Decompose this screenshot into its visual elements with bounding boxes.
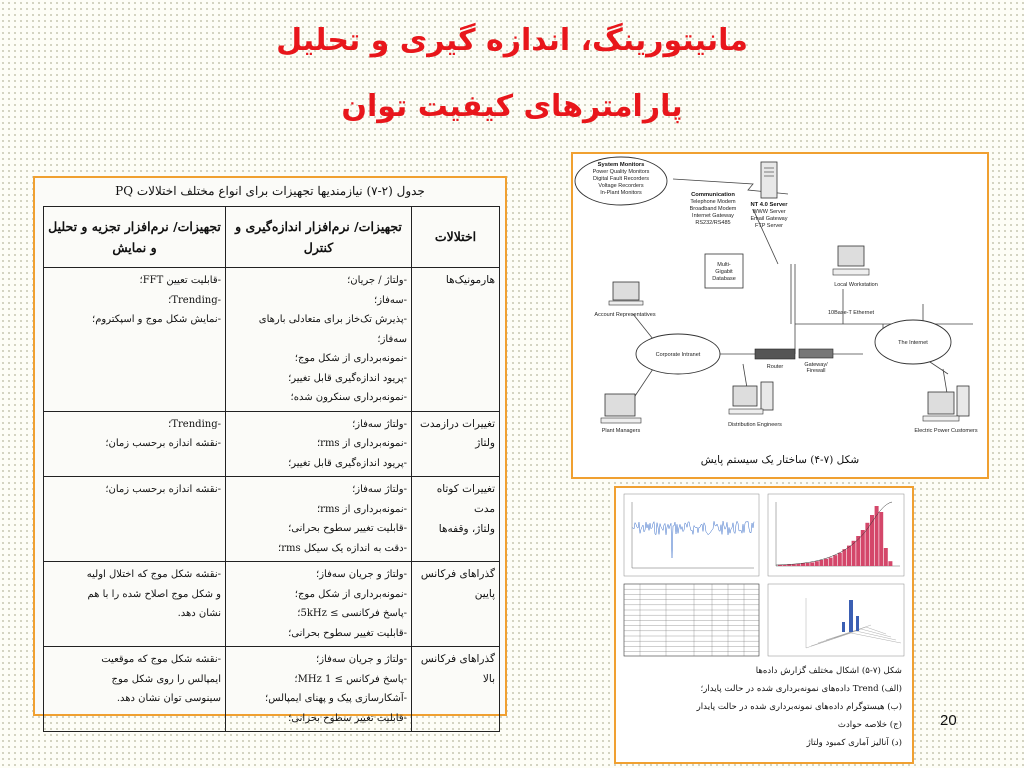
- svg-text:Broadband Modem: Broadband Modem: [689, 206, 737, 212]
- cell-analysis: [44, 411, 226, 477]
- report-caption-item-d: (د) آنالیز آماری کمبود ولتاژ: [806, 738, 902, 748]
- cell-line: هارمونیک‌ها: [445, 274, 495, 286]
- svg-text:Power Quality Monitors: Power Quality Monitors: [592, 169, 650, 175]
- svg-text:Email Gateway: Email Gateway: [750, 216, 788, 222]
- cell-line: -سه‌فاز؛: [374, 294, 407, 306]
- histogram-bar: [847, 546, 851, 566]
- cell-line: -دقت به اندازه یک سیکل rms؛: [278, 542, 407, 554]
- local-workstation-icon: [833, 246, 878, 288]
- cell-line: -قابلیت تغییر سطوح بحرانی؛: [288, 523, 407, 534]
- report-caption-item-b: (ب) هیستوگرام داده‌های نمونه‌برداری شده در حالت پایدار: [696, 702, 902, 712]
- histogram-bar: [838, 553, 842, 566]
- page-number: 20: [940, 712, 957, 729]
- cell-line: -Trending؛: [168, 418, 221, 430]
- cell-line: -نمونه‌برداری از rms؛: [316, 438, 407, 449]
- cell-line: -نمونه‌برداری از rms؛: [316, 503, 407, 515]
- svg-text:Corporate Intranet: Corporate Intranet: [655, 352, 701, 358]
- ethernet-label: 10Base-T Ethernet: [828, 310, 875, 316]
- events-summary-table: [624, 584, 759, 656]
- cell-line: ایمپالس را روی شکل موج: [111, 673, 221, 685]
- cell-disturbance: [412, 268, 500, 412]
- cell-line: -نقشه شکل موج که اختلال اولیه: [86, 569, 221, 580]
- cell-line: گذراهای فرکانس: [420, 653, 495, 665]
- network-diagram-caption: شکل (۷-۴) ساختار یک سیستم پایش: [700, 454, 860, 466]
- system-monitors-cloud: [575, 157, 667, 205]
- histogram-bar: [884, 548, 888, 566]
- svg-text:Gigabit: Gigabit: [715, 269, 733, 275]
- svg-text:Plant Managers: Plant Managers: [601, 428, 641, 434]
- cell-analysis: [44, 647, 226, 732]
- table-header-row: [44, 207, 500, 268]
- cell-line: سینوسی توان نشان دهد.: [116, 693, 221, 704]
- cell-line: -نقشه اندازه برحسب زمان؛: [105, 484, 221, 495]
- report-forms-figure: [616, 488, 912, 658]
- table-body: [44, 268, 500, 732]
- report-caption-title: شکل (۷-۵) اشکال مختلف گزارش داده‌ها: [755, 666, 902, 676]
- cell-line: -ولتاژ و جریان سه‌فاز؛: [316, 569, 407, 580]
- svg-text:FTP Server: FTP Server: [754, 223, 784, 229]
- cell-line: تغییرات درازمدت: [419, 417, 495, 430]
- svg-text:WWW Server: WWW Server: [752, 209, 786, 215]
- report-forms-figure-panel: [614, 486, 914, 764]
- cell-line: -Trending؛: [168, 294, 221, 306]
- svg-text:The Internet: The Internet: [898, 340, 928, 346]
- cell-line: -قابلیت تغییر سطوح بحرانی؛: [288, 627, 407, 639]
- cell-measurement: [226, 562, 412, 647]
- svg-text:Multi-: Multi-: [717, 262, 731, 268]
- histogram-bar: [875, 506, 879, 566]
- cell-line: -نقشه اندازه برحسب زمان؛: [105, 438, 221, 449]
- cell-line: و شکل موج اصلاح شده را با هم: [87, 588, 221, 600]
- histogram-bar: [879, 512, 883, 566]
- cell-line: بالا: [482, 672, 495, 685]
- plant-managers-icon: [601, 394, 641, 434]
- histogram-bar: [842, 549, 846, 566]
- nt-server-icon: [750, 162, 788, 229]
- report-caption-item-c: (ج) خلاصه حوادث: [837, 720, 902, 730]
- pq-requirements-table: [43, 206, 500, 732]
- cell-analysis: [44, 477, 226, 562]
- svg-text:Gateway/: Gateway/: [804, 362, 828, 368]
- trend-plot: [624, 494, 759, 576]
- histogram-bar: [865, 523, 869, 566]
- report-caption-item-a: (الف) Trend داده‌های نمونه‌برداری شده در حالت پایدار؛: [700, 684, 902, 694]
- slide-title-line1: مانیتورینگ، اندازه گیری و تحلیل: [276, 23, 748, 58]
- svg-text:RS232/RS485: RS232/RS485: [695, 220, 731, 226]
- table-row: [44, 268, 500, 412]
- pq-requirements-table-panel: [33, 176, 507, 724]
- cell-line: -نمونه‌برداری از شکل موج؛: [294, 588, 407, 600]
- histogram-bar: [815, 561, 819, 566]
- cell-line: -آشکارسازی پیک و پهنای ایمپالس؛: [265, 693, 407, 704]
- cell-measurement: [226, 268, 412, 412]
- histogram-bar: [819, 560, 823, 566]
- svg-text:Voltage Recorders: Voltage Recorders: [598, 183, 644, 189]
- cell-measurement: [226, 411, 412, 477]
- svg-text:Internet Gateway: Internet Gateway: [692, 213, 734, 219]
- header-analysis: تجهیزات/ نرم‌افزار تجزیه و تحلیل و نمایش: [44, 207, 226, 268]
- svg-text:Digital Fault Recorders: Digital Fault Recorders: [593, 176, 649, 182]
- distribution-engineers-icon: [728, 382, 782, 428]
- cell-line: -قابلیت تغییر سطوح بحرانی؛: [288, 712, 407, 724]
- sag-statistics-3d-plot: [768, 584, 904, 656]
- monitoring-network-diagram: [573, 154, 987, 477]
- cell-line: -پذیرش تک‌خاز برای متعادلی بارهای سه‌فاز؛: [258, 314, 407, 345]
- cell-line: -ولتاژ و جریان سه‌فاز؛: [316, 654, 407, 665]
- svg-text:Router: Router: [766, 364, 784, 370]
- histogram-plot: [768, 494, 904, 576]
- internet-cloud: [875, 320, 951, 364]
- cell-disturbance: [412, 562, 500, 647]
- table-row: [44, 411, 500, 477]
- cell-line: ولتاژ: [475, 437, 495, 450]
- table-row: [44, 477, 500, 562]
- communication-block: [690, 192, 737, 226]
- svg-text:Account Representatives: Account Representatives: [594, 312, 656, 318]
- svg-text:NT 4.0 Server: NT 4.0 Server: [750, 202, 788, 208]
- cell-line: -ولتاژ سه‌فاز؛: [352, 418, 407, 430]
- corporate-intranet-cloud: [636, 334, 720, 374]
- svg-text:Electric Power Customers: Electric Power Customers: [914, 428, 978, 434]
- cell-measurement: [226, 477, 412, 562]
- cell-line: تغییرات کوتاه مدت: [436, 483, 495, 515]
- histogram-bar: [806, 563, 810, 566]
- histogram-bar: [824, 559, 828, 566]
- cell-line: -پاسخ فرکانس ≥ 1 MHz؛: [294, 673, 407, 685]
- cell-disturbance: [412, 647, 500, 732]
- electric-power-customers-icon: [914, 386, 978, 434]
- cell-line: -نقشه شکل موج که موقعیت: [101, 654, 221, 665]
- cell-line: پایین: [474, 587, 495, 600]
- router-icon: [755, 349, 795, 370]
- cell-analysis: [44, 268, 226, 412]
- database-icon: [705, 254, 743, 288]
- table-caption: جدول (۲-۷) نیازمندیها تجهیزات برای انواع مختلف اختلالات PQ: [115, 184, 425, 198]
- header-measurement: تجهیزات/ نرم‌افزار اندازه‌گیری و کنترل: [226, 207, 412, 268]
- table-row: [44, 647, 500, 732]
- svg-text:Local Workstation: Local Workstation: [834, 282, 878, 288]
- histogram-bar: [810, 562, 814, 566]
- cell-line: -پاسخ فرکانسی ≥ 5kHz؛: [297, 608, 407, 619]
- cell-line: -نمایش شکل موج و اسپکتروم؛: [92, 314, 221, 325]
- gateway-firewall-icon: [799, 349, 833, 374]
- cell-disturbance: [412, 411, 500, 477]
- cell-analysis: [44, 562, 226, 647]
- cell-line: -پریود اندازه‌گیری قابل تغییر؛: [288, 457, 407, 469]
- slide-title-line2: پارامترهای کیفیت توان: [341, 89, 683, 124]
- cell-line: -نمونه‌برداری از شکل موج؛: [294, 353, 407, 364]
- cell-measurement: [226, 647, 412, 732]
- cell-line: -ولتاژ سه‌فاز؛: [352, 484, 407, 495]
- cell-line: -پریود اندازه‌گیری قابل تغییر؛: [288, 372, 407, 384]
- cell-line: -نمونه‌برداری سنکرون شده؛: [290, 392, 407, 403]
- histogram-bar: [792, 564, 796, 566]
- histogram-bar: [888, 561, 892, 566]
- svg-text:Distribution Engineers: Distribution Engineers: [728, 422, 782, 428]
- svg-text:Database: Database: [712, 276, 736, 282]
- svg-text:Communication: Communication: [691, 192, 735, 198]
- svg-text:Firewall: Firewall: [806, 368, 826, 374]
- table-row: [44, 562, 500, 647]
- cell-line: -قابلیت تعیین FFT؛: [139, 275, 221, 286]
- account-representatives-icon: [594, 282, 655, 318]
- cell-disturbance: [412, 477, 500, 562]
- cell-line: نشان دهد.: [177, 608, 221, 619]
- cell-line: ولتاژ، وقفه‌ها: [438, 522, 495, 535]
- svg-text:In-Plant Monitors: In-Plant Monitors: [600, 190, 642, 196]
- cell-line: گذراهای فرکانس: [420, 568, 495, 580]
- cell-line: -ولتاژ / جریان؛: [347, 275, 407, 286]
- histogram-bar: [870, 515, 874, 566]
- monitoring-system-diagram-panel: [571, 152, 989, 479]
- svg-text:Telephone Modem: Telephone Modem: [690, 199, 736, 205]
- svg-text:System Monitors: System Monitors: [597, 162, 645, 168]
- histogram-bar: [861, 530, 865, 566]
- histogram-bar: [833, 555, 837, 566]
- histogram-bar: [829, 558, 833, 566]
- header-disturbance: اختلالات: [412, 207, 500, 268]
